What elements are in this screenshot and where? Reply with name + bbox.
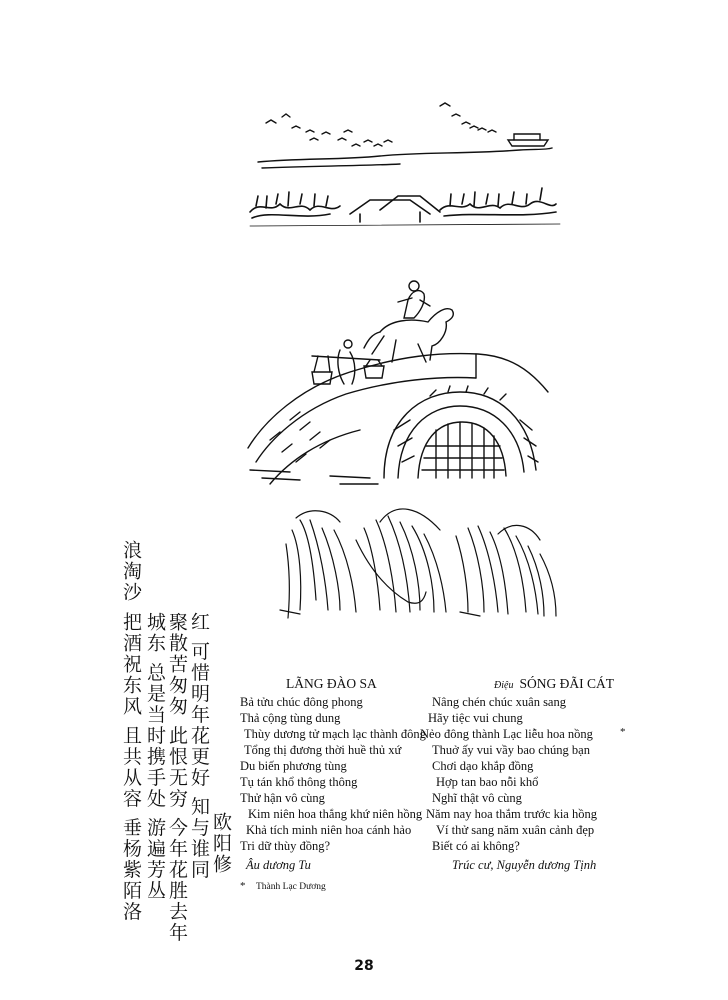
chinese-column-2: 城东 总是当时携手处 游遍芳丛 xyxy=(144,612,166,902)
chinese-author: 欧阳修 xyxy=(210,812,232,875)
chinese-column-1: 把酒祝东风 且共从容 垂杨紫陌洛 xyxy=(120,612,142,923)
willow-trees xyxy=(280,509,556,618)
left-poem-line: Thùy dương tử mạch lạc thành đông xyxy=(244,727,426,741)
left-poem-author: Âu dương Tu xyxy=(246,858,311,872)
right-poem-heading xyxy=(494,676,614,692)
right-poem-line: Nghĩ thật vô cùng xyxy=(432,791,522,805)
right-poem-line: Biết có ai không? xyxy=(432,839,520,853)
chinese-title: 浪淘沙 xyxy=(120,540,142,603)
left-poem-line: Du biến phương tùng xyxy=(240,759,347,773)
right-poem-line: Hãy tiệc vui chung xyxy=(428,711,523,725)
footnote-text: Thành Lạc Dương xyxy=(256,882,326,892)
left-poem-line: Kim niên hoa thắng khứ niên hồng xyxy=(248,807,423,821)
birds-flock xyxy=(266,103,496,146)
right-poem-line: Chơi dạo khắp đồng xyxy=(432,759,534,773)
right-poem-line: Năm nay hoa thắm trước kia hồng xyxy=(426,807,597,821)
porter-figure xyxy=(312,340,384,384)
right-poem-title: SÓNG ĐÃI CÁT xyxy=(519,676,614,691)
chinese-column-3: 聚散苦匆匆 此恨无穷 今年花胜去年 xyxy=(166,612,188,944)
right-poem-line: Nẻo đông thành Lạc liễu hoa nồng xyxy=(420,727,593,741)
distant-shore xyxy=(258,134,552,168)
chinese-column-4: 红 可惜明年花更好 知与谁同 xyxy=(188,612,210,881)
horse-and-rider xyxy=(364,281,453,362)
right-poem-lines xyxy=(420,694,597,854)
left-poem-lines xyxy=(240,694,426,854)
left-poem-line: Bả tửu chúc đông phong xyxy=(240,695,363,709)
right-poem-line: Hợp tan bao nỗi khổ xyxy=(436,775,539,789)
right-poem-line: Thuở ấy vui vầy bao chúng bạn xyxy=(432,743,590,757)
left-poem-line: Khả tích minh niên hoa cánh hảo xyxy=(246,823,412,837)
right-poem-prefix: Điệu xyxy=(494,680,514,691)
left-poem-line: Tụ tán khổ thông thông xyxy=(240,775,358,789)
arched-bridge xyxy=(248,354,548,484)
right-poem-line: Ví thử sang năm xuân cảnh đẹp xyxy=(436,823,595,837)
left-poem-line: Thử hận vô cùng xyxy=(240,791,325,805)
page-number: 28 xyxy=(354,958,374,974)
left-poem-line: Thả cộng tùng dung xyxy=(240,711,341,725)
left-poem-title: LÃNG ĐÀO SA xyxy=(286,676,377,691)
treeline-pavilion xyxy=(250,188,560,226)
right-poem-author: Trúc cư, Nguyễn dương Tịnh xyxy=(452,858,597,872)
left-poem-line: Tổng thị đương thời huề thủ xứ xyxy=(244,743,402,757)
left-poem-line: Tri dữ thùy đồng? xyxy=(240,839,331,853)
right-poem-line: Nâng chén chúc xuân sang xyxy=(432,695,566,709)
footnote-marker-inline: * xyxy=(620,726,626,738)
footnote-marker: * xyxy=(240,880,246,892)
